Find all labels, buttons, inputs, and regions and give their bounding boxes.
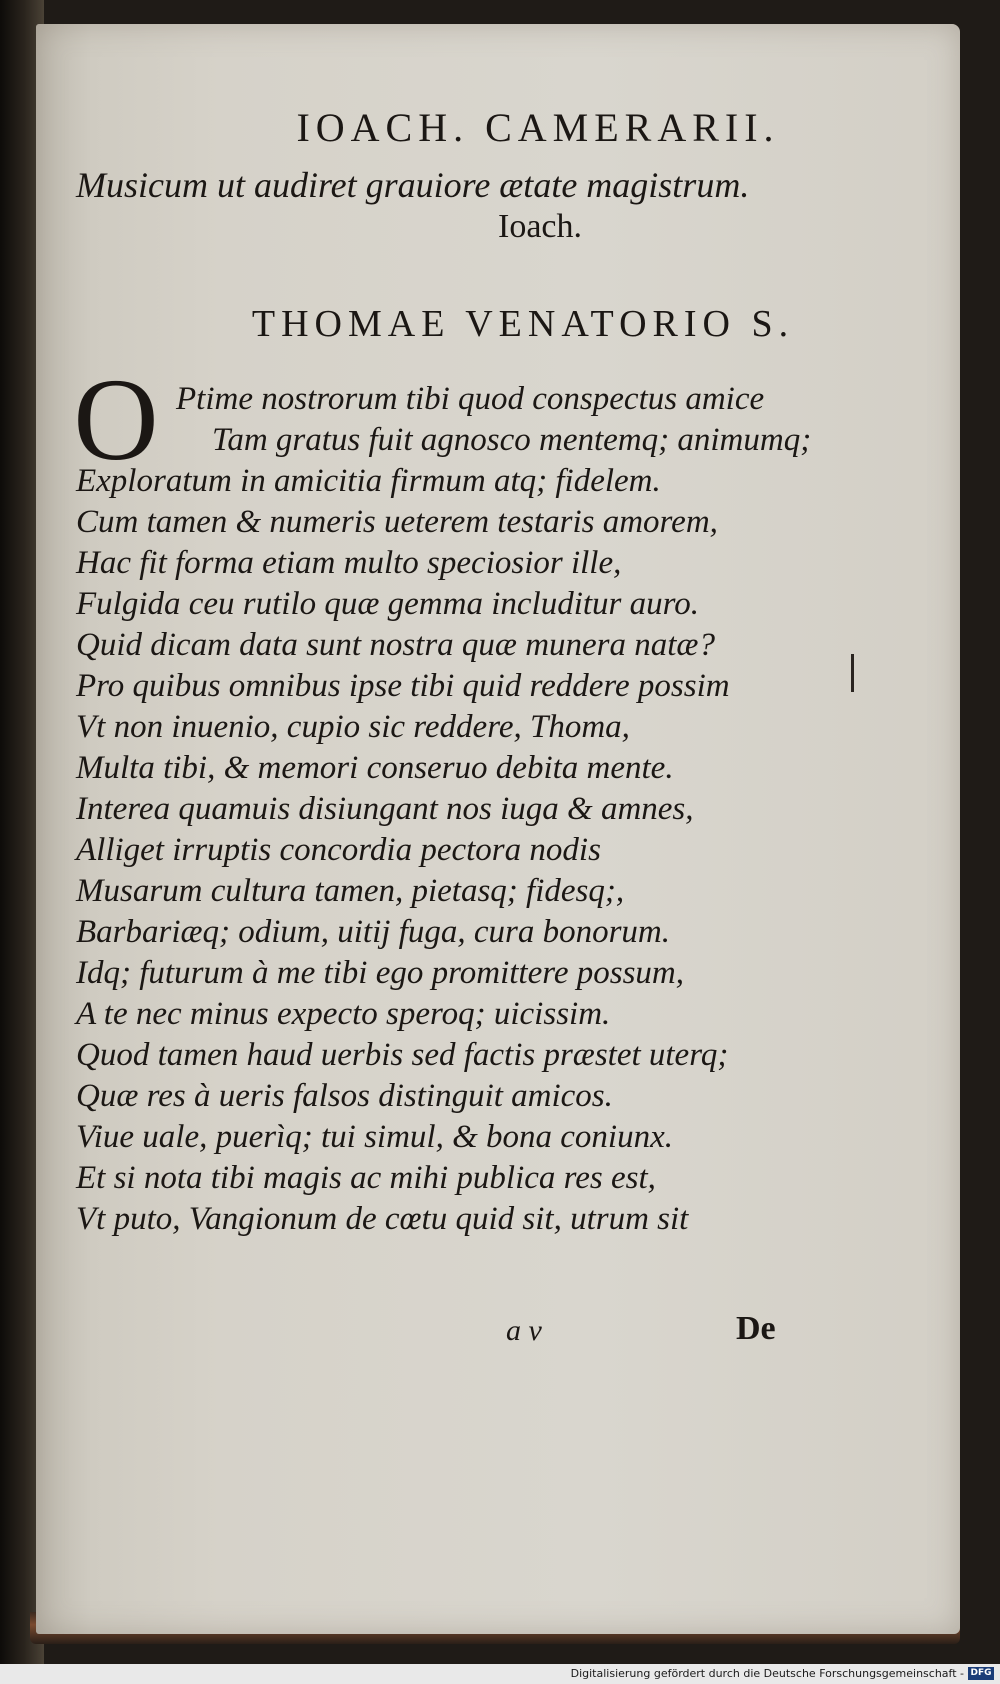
- verse-line: Tam gratus fuit agnosco mentemq; animumq;: [212, 422, 812, 458]
- decorated-initial: O: [73, 354, 159, 485]
- verse-line: Alliget irruptis concordia pectora nodis: [76, 832, 601, 868]
- previous-poem-last-line: Musicum ut audiret grauiore ætate magistrum.: [76, 165, 750, 205]
- verse-line: Musarum cultura tamen, pietasq; fidesq;,: [76, 873, 625, 909]
- verse-line: Quæ res à ueris falsos distinguit amicos.: [76, 1078, 613, 1114]
- signature-mark: a v: [506, 1314, 542, 1347]
- book-page: [36, 24, 960, 1634]
- verse-line: Idq; futurum à me tibi ego promittere possum,: [76, 955, 685, 991]
- catchword: De: [736, 1310, 776, 1347]
- digitization-footer: [0, 1664, 1000, 1684]
- verse-line: Interea quamuis disiungant nos iuga & amnes,: [76, 791, 694, 827]
- verse-line: Exploratum in amicitia firmum atq; fidelem.: [76, 463, 661, 499]
- verse-line: Quid dicam data sunt nostra quæ munera natæ?: [76, 627, 715, 663]
- page-foot: [36, 1310, 960, 1354]
- margin-ink-mark: [851, 654, 854, 692]
- previous-poem-signature: Ioach.: [498, 208, 583, 245]
- verse-line: Multa tibi, & memori conseruo debita mente.: [76, 750, 674, 786]
- funding-credit: Digitalisierung gefördert durch die Deutsche Forschungsgemeinschaft -: [570, 1667, 964, 1680]
- verse-line: Fulgida ceu rutilo quæ gemma includitur auro.: [76, 586, 699, 622]
- running-head: IOACH. CAMERARII.: [296, 105, 780, 150]
- verse-line: Pro quibus omnibus ipse tibi quid reddere possim: [76, 668, 730, 704]
- verse-line: Quod tamen haud uerbis sed factis præstet uterq;: [76, 1037, 729, 1073]
- dfg-logo: DFG: [968, 1667, 994, 1680]
- verse-line: Viue uale, puerìq; tui simul, & bona coniunx.: [76, 1119, 673, 1155]
- verse-line: Vt puto, Vangionum de cœtu quid sit, utrum sit: [76, 1201, 689, 1237]
- page-text-block: [36, 24, 960, 1634]
- verse-line: Cum tamen & numeris ueterem testaris amorem,: [76, 504, 718, 540]
- verse-line: Barbariæq; odium, uitij fuga, cura bonorum.: [76, 914, 671, 950]
- poem-title: THOMAE VENATORIO S.: [251, 303, 795, 345]
- verse-line: Ptime nostrorum tibi quod conspectus amice: [176, 381, 765, 417]
- verse-line: Et si nota tibi magis ac mihi publica res est,: [76, 1160, 656, 1196]
- verse-line: Vt non inuenio, cupio sic reddere, Thoma,: [76, 709, 630, 745]
- verse-line: A te nec minus expecto speroq; uicissim.: [76, 996, 611, 1032]
- verse-line: Hac fit forma etiam multo speciosior ille,: [76, 545, 622, 581]
